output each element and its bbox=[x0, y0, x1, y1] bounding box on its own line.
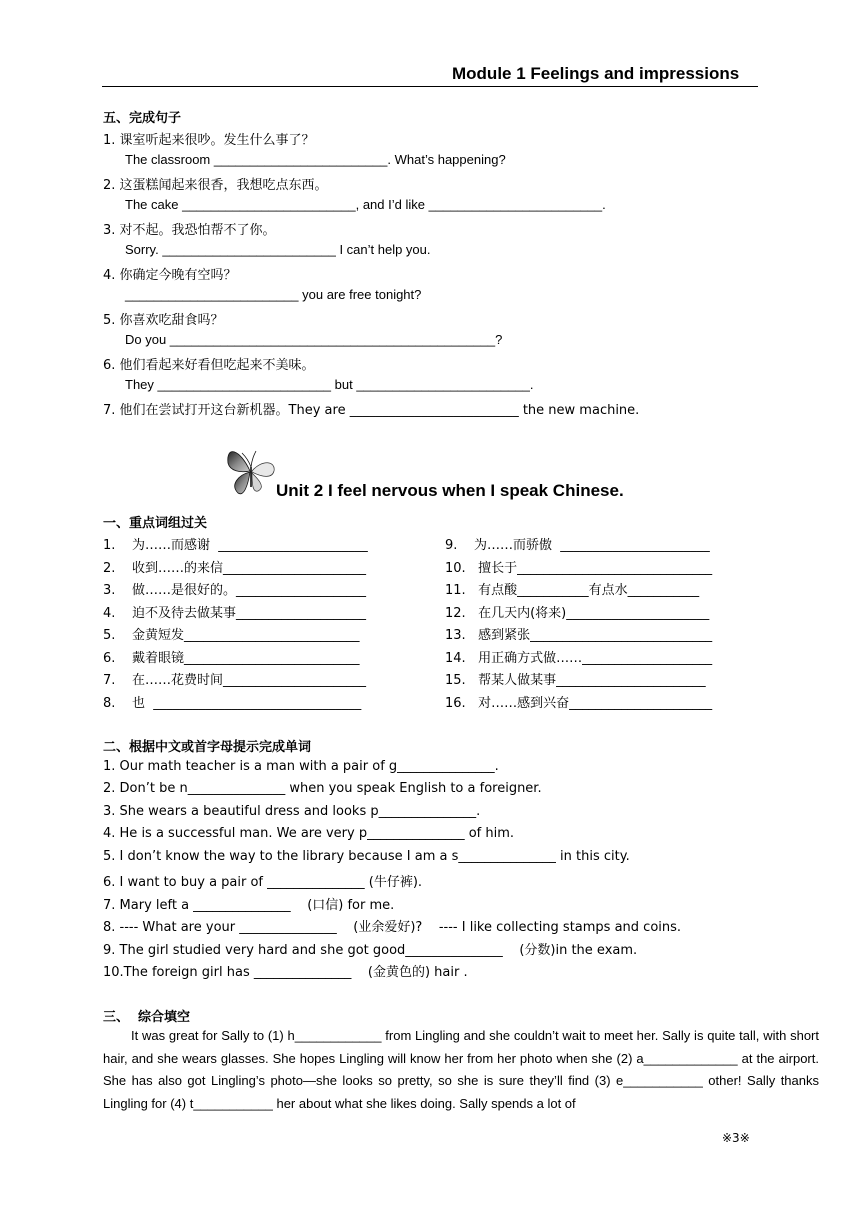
s5-item1-en: The classroom ________________________. What’s happening? bbox=[125, 152, 506, 167]
word-item: 5. I don’t know the way to the library because I am a s_______________ in this city. bbox=[103, 849, 630, 864]
phrase-item: 6. 戴着眼镜___________________________ bbox=[103, 651, 360, 666]
phrase-item: 4. 迫不及待去做某事____________________ bbox=[103, 606, 366, 621]
phrase-item: 2. 收到……的来信______________________ bbox=[103, 561, 366, 576]
phrase-item: 10. 擅长于______________________________ bbox=[445, 561, 713, 576]
word-item: 9. The girl studied very hard and she got good_______________ (分数)in the exam. bbox=[103, 943, 638, 958]
phrase-item: 13. 感到紧张____________________________ bbox=[445, 628, 713, 643]
phrase-item: 9. 为……而骄傲 _______________________ bbox=[445, 538, 710, 553]
word-item: 1. Our math teacher is a man with a pair of g_______________. bbox=[103, 759, 499, 774]
s5-item4-en: ________________________ you are free tonight? bbox=[125, 287, 422, 302]
s5-item6-en: They ________________________ but ________________________. bbox=[125, 377, 534, 392]
butterfly-icon bbox=[222, 441, 280, 499]
s5-item3-en: Sorry. ________________________ I can’t help you. bbox=[125, 242, 431, 257]
phrase-item: 15. 帮某人做某事_______________________ bbox=[445, 673, 706, 688]
unit2-title: Unit 2 I feel nervous when I speak Chinese. bbox=[276, 481, 624, 500]
word-item: 10.The foreign girl has _______________ (金黄色的) hair . bbox=[103, 965, 468, 980]
s5-item3-cn: 3. 对不起。我恐怕帮不了你。 bbox=[103, 223, 276, 238]
word-item: 8. ---- What are your _______________ (业余爱好)? ---- I like collecting stamps and coins. bbox=[103, 920, 682, 935]
s5-item2-en: The cake ________________________, and I’d like ________________________. bbox=[125, 197, 606, 212]
word-item: 2. Don’t be n_______________ when you speak English to a foreigner. bbox=[103, 781, 542, 796]
word-item: 6. I want to buy a pair of _______________ (牛仔裤). bbox=[103, 875, 423, 890]
page-header-title: Module 1 Feelings and impressions bbox=[452, 64, 740, 83]
section5-heading: 五、完成句子 bbox=[103, 111, 182, 126]
word-item: 4. He is a successful man. We are very p_______________ of him. bbox=[103, 826, 515, 841]
phrase-item: 1. 为……而感谢 _______________________ bbox=[103, 538, 368, 553]
section1-heading: 一、重点词组过关 bbox=[103, 516, 208, 531]
word-item: 3. She wears a beautiful dress and looks p_______________. bbox=[103, 804, 481, 819]
section2-heading: 二、根据中文或首字母提示完成单词 bbox=[103, 740, 312, 755]
phrase-item: 14. 用正确方式做……____________________ bbox=[445, 651, 713, 666]
cloze-paragraph: It was great for Sally to (1) h____________ from Lingling and she couldn’t wait to meet her. Sally is quite tall, with short hair, and she wears glasses. She hopes Lingling will know her from her photo when she (2) a_____________ at the airport. She has also got Lingling’s photo—she looks so pretty, so she is sure they’ll find (3) e___________ other! Sally thanks Lingling for (4) t___________ her about what she likes doing. Sally spends a lot of bbox=[103, 1028, 819, 1111]
s5-item2-cn: 2. 这蛋糕闻起来很香，我想吃点东西。 bbox=[103, 178, 328, 193]
s5-item1-cn: 1. 课室听起来很吵。发生什么事了？ bbox=[103, 133, 315, 148]
phrase-item: 16. 对……感到兴奋______________________ bbox=[445, 696, 713, 711]
word-item: 7. Mary left a _______________ (口信) for me. bbox=[103, 898, 395, 913]
section3-heading: 三、 综合填空 bbox=[103, 1010, 191, 1025]
s5-item4-cn: 4. 你确定今晚有空吗？ bbox=[103, 268, 237, 283]
phrase-item: 3. 做……是很好的。____________________ bbox=[103, 583, 366, 598]
phrase-item: 8. 也 ________________________________ bbox=[103, 696, 362, 711]
phrase-item: 7. 在……花费时间______________________ bbox=[103, 673, 366, 688]
page-number: ※3※ bbox=[722, 1131, 750, 1145]
s5-item7: 7. 他们在尝试打开这台新机器。They are __________________________ the new machine. bbox=[103, 403, 640, 418]
header-rule bbox=[102, 86, 758, 87]
s5-item5-en: Do you _____________________________________________? bbox=[125, 332, 503, 347]
s5-item6-cn: 6. 他们看起来好看但吃起来不美味。 bbox=[103, 358, 315, 373]
phrase-item: 5. 金黄短发___________________________ bbox=[103, 628, 360, 643]
s5-item5-cn: 5. 你喜欢吃甜食吗？ bbox=[103, 313, 224, 328]
phrase-item: 12. 在几天内(将来)______________________ bbox=[445, 606, 710, 621]
phrase-item: 11. 有点酸___________有点水___________ bbox=[445, 583, 700, 598]
